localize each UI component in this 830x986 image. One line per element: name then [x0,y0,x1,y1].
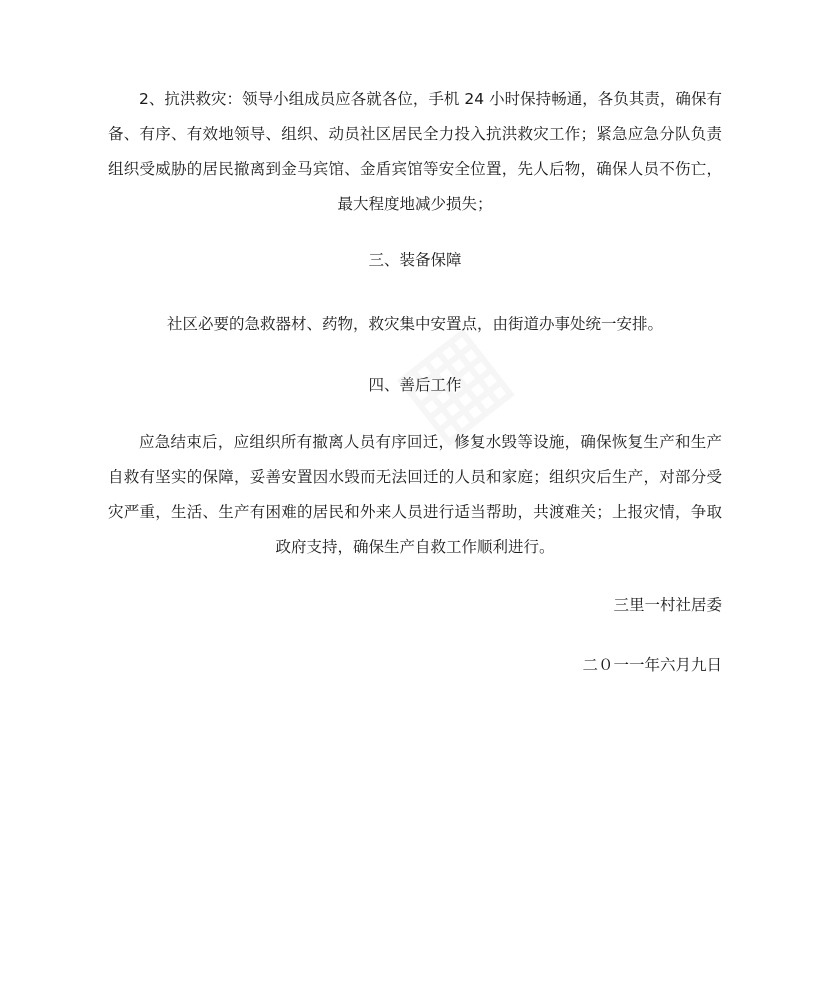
signature-committee: 三里一村社居委 [613,596,722,614]
paragraph-flood-rescue: 2、抗洪救灾：领导小组成员应各就各位，手机 24 小时保持畅通，各负其责，确保有备、有序、有效地领导、组织、动员社区居民全力投入抗洪救灾工作；紧急应急分队负责组织受威胁的居民撤离到金马宾馆、金盾宾馆等安全位置，先人后物，确保人员不伤亡，最大程度地减少损失； [108,90,722,213]
heading-aftermath-work: 四、善后工作 [368,376,462,394]
heading-equipment-support: 三、装备保障 [368,251,462,269]
document-date: 二０一一年六月九日 [582,656,722,674]
paragraph-equipment-support: 社区必要的急救器材、药物，救灾集中安置点，由街道办事处统一安排。 [166,315,663,333]
paragraph-aftermath-work: 应急结束后，应组织所有撤离人员有序回迁，修复水毁等设施，确保恢复生产和生产自救有坚实的保障，妥善安置因水毁而无法回迁的人员和家庭；组织灾后生产，对部分受灾严重，生活、生产有困难的居民和外来人员进行适当帮助，共渡难关；上报灾情，争取政府支持，确保生产自救工作顺利进行。 [108,433,722,556]
